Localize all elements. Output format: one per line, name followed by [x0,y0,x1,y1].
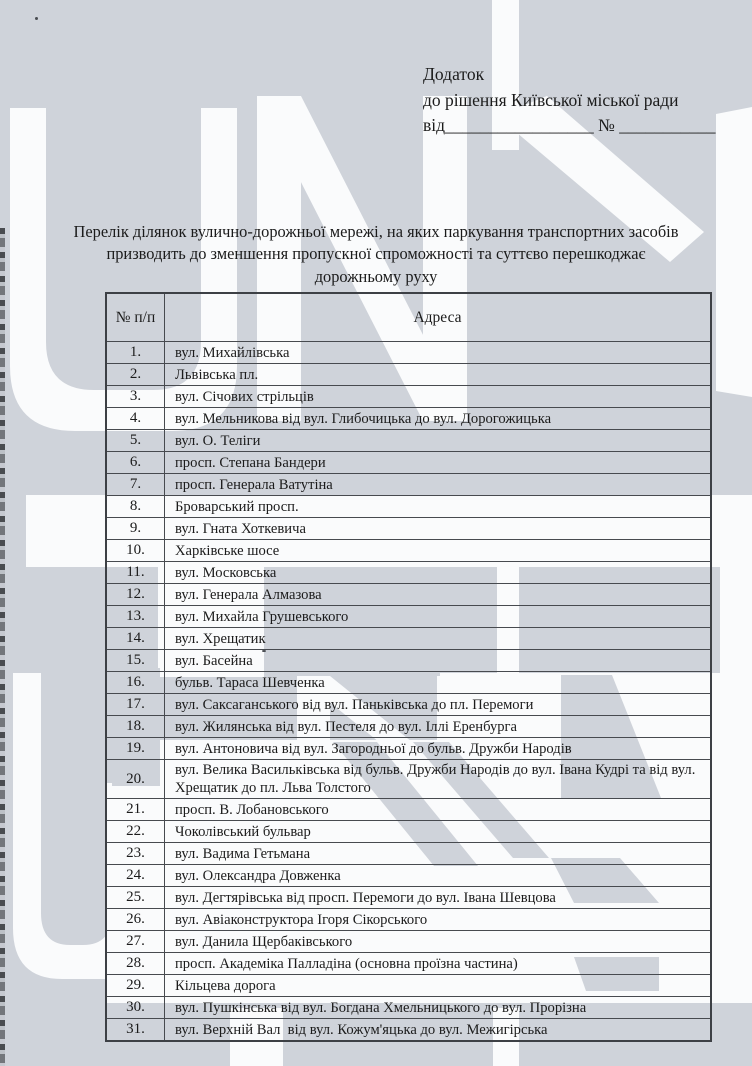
row-number: 15. [106,650,165,672]
annex-header [423,62,735,139]
row-number: 25. [106,887,165,909]
row-number: 8. [106,496,165,518]
row-address: вул. Московська [165,562,712,584]
table-row [106,408,711,430]
column-header-address: Адреса [165,293,712,342]
row-number: 10. [106,540,165,562]
row-number: 6. [106,452,165,474]
row-number: 17. [106,694,165,716]
table-row [106,799,711,821]
row-address: вул. Велика Васильківська від бульв. Дружби Народів до вул. Івана Кудрі та від вул. Хрещатик до пл. Льва Толстого [165,760,712,799]
row-address: вул. Авіаконструктора Ігоря Сікорського [165,909,712,931]
row-number: 18. [106,716,165,738]
row-number: 23. [106,843,165,865]
table-row [106,953,711,975]
row-address: Кільцева дорога [165,975,712,997]
row-address: вул. Хрещатик [165,628,712,650]
table-row [106,342,711,364]
table-row [106,997,711,1019]
table-row [106,386,711,408]
row-address: Броварський просп. [165,496,712,518]
row-address: вул. Данила Щербаківського [165,931,712,953]
row-address: вул. Жилянська від вул. Пестеля до вул. Іллі Еренбурга [165,716,712,738]
row-address: вул. Верхній Вал від вул. Кожум'яцька до вул. Межигірська [165,1019,712,1042]
row-number: 22. [106,821,165,843]
row-address: вул. Вадима Гетьмана [165,843,712,865]
row-number: 9. [106,518,165,540]
row-address: вул. Січових стрільців [165,386,712,408]
row-address: Львівська пл. [165,364,712,386]
row-number: 21. [106,799,165,821]
table-row [106,672,711,694]
row-address: вул. Саксаганського від вул. Паньківська до пл. Перемоги [165,694,712,716]
table-row [106,540,711,562]
table-row [106,865,711,887]
address-table [105,292,712,1042]
row-number: 12. [106,584,165,606]
row-number: 5. [106,430,165,452]
table-row [106,716,711,738]
table-row [106,909,711,931]
row-number: 16. [106,672,165,694]
table-row [106,474,711,496]
table-row [106,562,711,584]
row-number: 29. [106,975,165,997]
row-address: вул. О. Теліги [165,430,712,452]
table-row [106,760,711,799]
table-row [106,694,711,716]
annex-header-line1: Додаток [423,64,485,84]
row-address: просп. Степана Бандери [165,452,712,474]
table-row [106,430,711,452]
table-row [106,931,711,953]
row-address: просп. Генерала Ватутіна [165,474,712,496]
table-row [106,887,711,909]
annex-header-date-number-line: від_________________ № ___________ [423,115,716,135]
row-address: Чоколівський бульвар [165,821,712,843]
table-row [106,821,711,843]
row-address: вул. Антоновича від вул. Загородньої до бульв. Дружби Народів [165,738,712,760]
row-number: 20. [106,760,165,799]
row-address: вул. Олександра Довженка [165,865,712,887]
row-address: вул. Генерала Алмазова [165,584,712,606]
table-row [106,843,711,865]
table-row [106,1019,711,1042]
table-row [106,518,711,540]
row-address: вул. Мельникова від вул. Глибочицька до вул. Дорогожицька [165,408,712,430]
row-address: просп. В. Лобановського [165,799,712,821]
table-row [106,628,711,650]
table-row [106,496,711,518]
row-number: 27. [106,931,165,953]
table-row [106,364,711,386]
row-number: 28. [106,953,165,975]
row-number: 3. [106,386,165,408]
row-number: 24. [106,865,165,887]
table-row [106,584,711,606]
row-number: 4. [106,408,165,430]
row-address: бульв. Тараса Шевченка [165,672,712,694]
row-number: 14. [106,628,165,650]
row-number: 2. [106,364,165,386]
row-address: Харківське шосе [165,540,712,562]
row-number: 7. [106,474,165,496]
row-address: вул. Михайла Грушевського [165,606,712,628]
row-number: 30. [106,997,165,1019]
row-address: вул. Басейна [165,650,712,672]
row-number: 31. [106,1019,165,1042]
row-address: просп. Академіка Палладіна (основна проїзна частина) [165,953,712,975]
address-table-body [106,342,711,1042]
table-row [106,650,711,672]
row-number: 19. [106,738,165,760]
row-address: вул. Пушкінська від вул. Богдана Хмельницького до вул. Прорізна [165,997,712,1019]
row-number: 26. [106,909,165,931]
table-row [106,452,711,474]
row-address: вул. Дегтярівська від просп. Перемоги до вул. Івана Шевцова [165,887,712,909]
table-header-row [106,293,711,342]
row-address: вул. Гната Хоткевича [165,518,712,540]
row-address: вул. Михайлівська [165,342,712,364]
annex-header-line2: до рішення Київської міської ради [423,89,679,110]
row-number: 11. [106,562,165,584]
table-row [106,738,711,760]
document-title: Перелік ділянок вулично-дорожньої мережі, на яких паркування транспортних засобів призводить до зменшення пропускної спроможності та суттєво перешкоджає дорожньому руху [73,222,679,286]
row-number: 1. [106,342,165,364]
table-row [106,975,711,997]
column-header-number: № п/п [106,293,165,342]
row-number: 13. [106,606,165,628]
table-row [106,606,711,628]
